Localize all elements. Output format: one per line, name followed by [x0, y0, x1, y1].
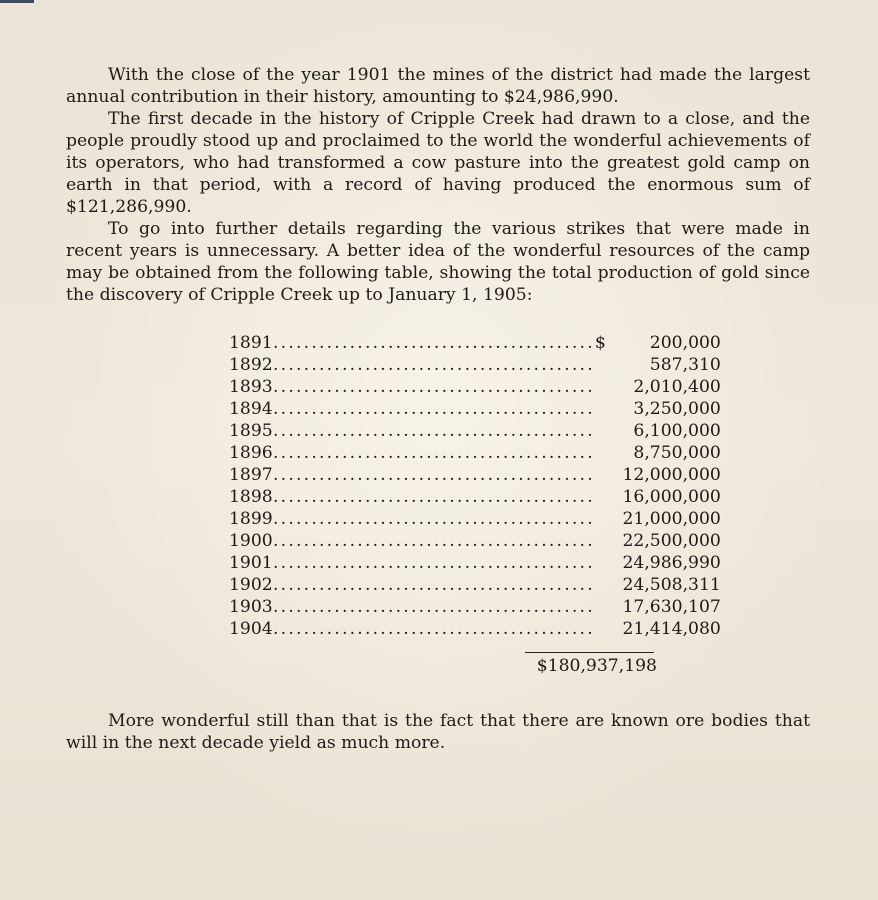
amount-cell: 8,750,000	[633, 443, 721, 463]
year-cell: 1903	[229, 597, 273, 617]
amount-cell: 6,100,000	[633, 421, 721, 441]
table-row	[229, 464, 721, 486]
year-cell: 1900	[229, 531, 273, 551]
dot-leaders: ..........................................	[273, 443, 595, 463]
amount-cell: 22,500,000	[622, 531, 721, 551]
year-cell: 1904	[229, 619, 273, 639]
paragraph-annual-contribution: With the close of the year 1901 the mines of the district had made the largest annual contribution in their history, amounting to $24,986,990.	[66, 65, 810, 107]
top-edge-rule	[0, 0, 34, 3]
dot-leaders: ..........................................	[273, 531, 595, 551]
year-cell: 1901	[229, 553, 273, 573]
currency-symbol: $	[594, 333, 606, 353]
table-row	[229, 420, 721, 442]
amount-cell: 21,000,000	[622, 509, 721, 529]
table-row	[229, 354, 721, 376]
amount-cell: 21,414,080	[622, 619, 721, 639]
table-row	[229, 486, 721, 508]
table-row	[229, 530, 721, 552]
amount-cell: 17,630,107	[622, 597, 721, 617]
table-row	[229, 508, 721, 530]
dot-leaders: ..........................................	[273, 465, 595, 485]
year-cell: 1895	[229, 421, 273, 441]
dot-leaders: ..........................................	[273, 399, 595, 419]
year-cell: 1897	[229, 465, 273, 485]
paragraph-closing: More wonderful still than that is the fact that there are known ore bodies that will in the next decade yield as much more.	[66, 711, 810, 753]
amount-cell: 587,310	[649, 355, 721, 375]
table-row	[229, 552, 721, 574]
body-text	[66, 64, 810, 306]
total-row	[229, 653, 657, 678]
closing-text	[66, 710, 810, 754]
table-row	[229, 596, 721, 618]
amount-cell: 200,000	[649, 333, 721, 353]
dot-leaders: ..........................................	[273, 377, 595, 397]
year-cell: 1892	[229, 355, 273, 375]
dot-leaders: ..........................................	[273, 619, 595, 639]
year-cell: 1899	[229, 509, 273, 529]
table-rows	[229, 332, 721, 640]
table-row	[229, 442, 721, 464]
table-row	[229, 376, 721, 398]
dot-leaders: ..........................................	[273, 509, 595, 529]
year-cell: 1902	[229, 575, 273, 595]
year-cell: 1898	[229, 487, 273, 507]
total-amount: $180,937,198	[536, 656, 657, 676]
dot-leaders: ..........................................	[273, 421, 595, 441]
amount-cell: 3,250,000	[633, 399, 721, 419]
dot-leaders: ..........................................	[273, 553, 595, 573]
year-cell: 1896	[229, 443, 273, 463]
amount-cell: 24,508,311	[622, 575, 721, 595]
table-row	[229, 332, 721, 354]
dot-leaders: ..........................................	[273, 575, 595, 595]
table-row	[229, 574, 721, 596]
amount-cell: 16,000,000	[622, 487, 721, 507]
dot-leaders: ..........................................	[273, 355, 595, 375]
amount-cell: 12,000,000	[622, 465, 721, 485]
amount-cell: 24,986,990	[622, 553, 721, 573]
gold-production-table	[229, 332, 721, 678]
amount-cell: 2,010,400	[633, 377, 721, 397]
dot-leaders: ..........................................	[273, 333, 595, 353]
paragraph-table-intro: To go into further details regarding the various strikes that were made in recent years is unnecessary. A better idea of the wonderful resources of the camp may be obtained from the following table, showing the total production of gold since the discovery of Cripple Creek up to January 1, 1905:	[66, 219, 810, 305]
table-row	[229, 398, 721, 420]
dot-leaders: ..........................................	[273, 597, 595, 617]
dot-leaders: ..........................................	[273, 487, 595, 507]
table-row	[229, 618, 721, 640]
year-cell: 1891	[229, 333, 273, 353]
year-cell: 1894	[229, 399, 273, 419]
paragraph-first-decade: The first decade in the history of Cripple Creek had drawn to a close, and the people proudly stood up and proclaimed to the world the wonderful achievements of its operators, who had transformed a cow pasture into the greatest gold camp on earth in that period, with a record of having produced the enormous sum of $121,286,990.	[66, 109, 810, 217]
year-cell: 1893	[229, 377, 273, 397]
